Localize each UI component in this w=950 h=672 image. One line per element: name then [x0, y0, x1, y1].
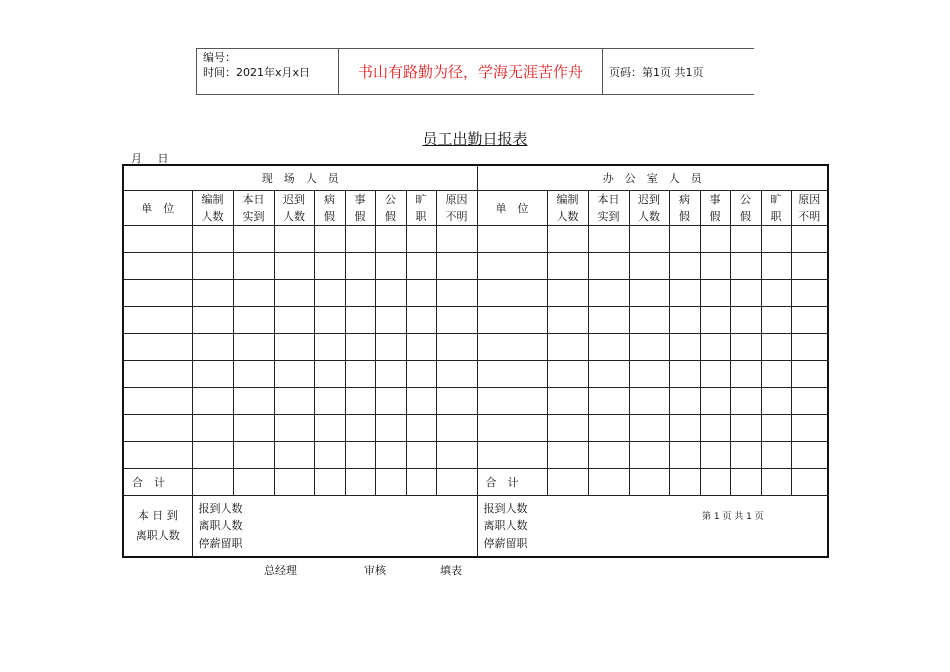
table-cell[interactable] — [761, 387, 791, 414]
table-cell[interactable] — [274, 279, 314, 306]
column-header — [406, 190, 436, 225]
table-cell[interactable] — [436, 306, 477, 333]
table-cell[interactable] — [547, 333, 588, 360]
table-cell[interactable] — [700, 387, 730, 414]
table-cell[interactable] — [669, 414, 700, 441]
report-title-text: 员工出勤日报表 — [422, 130, 528, 148]
table-cell[interactable] — [345, 414, 375, 441]
table-cell[interactable] — [436, 279, 477, 306]
table-cell[interactable] — [477, 414, 547, 441]
table-cell[interactable] — [314, 252, 345, 279]
table-cell[interactable] — [730, 225, 761, 252]
column-header — [192, 190, 233, 225]
table-cell[interactable] — [436, 333, 477, 360]
column-header-line1: 编制 — [556, 192, 579, 206]
table-cell[interactable] — [123, 387, 192, 414]
unit-header: 单 位 — [123, 190, 192, 225]
table-cell[interactable] — [274, 414, 314, 441]
column-header-line2: 人数 — [556, 209, 579, 223]
column-header-line1: 本日 — [597, 192, 620, 206]
table-cell[interactable] — [547, 252, 588, 279]
table-cell[interactable] — [588, 387, 629, 414]
table-cell[interactable] — [314, 225, 345, 252]
total-cell[interactable] — [588, 468, 629, 495]
date-line: 月 日 — [131, 152, 169, 165]
motto: 书山有路勤为径，学海无涯苦作舟 — [339, 49, 603, 94]
table-cell[interactable] — [547, 306, 588, 333]
table-cell[interactable] — [761, 306, 791, 333]
section-office: 办 公 室 人 员 — [477, 165, 828, 190]
column-header-line2: 假 — [385, 209, 396, 223]
table-cell[interactable] — [629, 306, 669, 333]
column-header — [547, 190, 588, 225]
table-cell[interactable] — [730, 441, 761, 468]
table-cell[interactable] — [669, 279, 700, 306]
footer-item: 离职人数 — [483, 519, 528, 532]
table-cell[interactable] — [192, 441, 233, 468]
footer-item: 报到人数 — [198, 501, 243, 515]
column-header-row — [123, 190, 828, 225]
table-cell[interactable] — [669, 387, 700, 414]
total-cell[interactable] — [629, 468, 669, 495]
table-cell[interactable] — [700, 414, 730, 441]
table-row — [123, 225, 828, 252]
table-cell[interactable] — [547, 387, 588, 414]
table-cell[interactable] — [588, 225, 629, 252]
table-cell[interactable] — [314, 279, 345, 306]
table-cell[interactable] — [274, 441, 314, 468]
table-cell[interactable] — [791, 279, 828, 306]
table-cell[interactable] — [375, 360, 406, 387]
column-header-line1: 原因 — [798, 192, 821, 206]
table-cell[interactable] — [192, 414, 233, 441]
column-header-line1: 本日 — [242, 192, 265, 206]
table-cell[interactable] — [436, 360, 477, 387]
table-cell[interactable] — [192, 252, 233, 279]
column-header — [345, 190, 375, 225]
table-cell[interactable] — [730, 360, 761, 387]
total-cell[interactable] — [700, 468, 730, 495]
table-cell[interactable] — [375, 225, 406, 252]
column-header — [791, 190, 828, 225]
column-header-line2: 人数 — [638, 209, 660, 223]
table-cell[interactable] — [375, 306, 406, 333]
table-cell[interactable] — [588, 441, 629, 468]
table-cell[interactable] — [345, 225, 375, 252]
total-cell[interactable] — [761, 468, 791, 495]
table-cell[interactable] — [700, 333, 730, 360]
table-cell[interactable] — [345, 333, 375, 360]
footer-head-line1: 本 日 到 — [137, 508, 178, 522]
total-cell[interactable] — [730, 468, 761, 495]
table-cell[interactable] — [274, 252, 314, 279]
table-cell[interactable] — [274, 387, 314, 414]
document-header-box — [196, 48, 754, 95]
column-header — [314, 190, 345, 225]
column-header-line2: 人数 — [201, 209, 224, 223]
total-cell[interactable] — [791, 468, 828, 495]
table-cell[interactable] — [233, 225, 274, 252]
table-cell[interactable] — [436, 225, 477, 252]
table-cell[interactable] — [192, 225, 233, 252]
table-cell[interactable] — [477, 252, 547, 279]
sign-review: 审核 — [364, 564, 386, 577]
column-header-line2: 假 — [709, 209, 721, 223]
table-cell[interactable] — [406, 279, 436, 306]
table-cell[interactable] — [233, 360, 274, 387]
column-header-line2: 假 — [740, 209, 751, 223]
total-row — [123, 468, 828, 495]
total-cell[interactable] — [314, 468, 345, 495]
table-cell[interactable] — [192, 279, 233, 306]
table-cell[interactable] — [477, 333, 547, 360]
total-cell[interactable] — [375, 468, 406, 495]
table-cell[interactable] — [629, 387, 669, 414]
table-cell[interactable] — [406, 387, 436, 414]
table-cell[interactable] — [791, 306, 828, 333]
table-cell[interactable] — [406, 414, 436, 441]
table-cell[interactable] — [233, 387, 274, 414]
table-cell[interactable] — [233, 252, 274, 279]
total-cell[interactable] — [669, 468, 700, 495]
column-header-line1: 迟到 — [638, 192, 660, 206]
total-cell[interactable] — [274, 468, 314, 495]
table-row — [123, 441, 828, 468]
table-cell[interactable] — [274, 360, 314, 387]
column-header — [761, 190, 791, 225]
column-header-line2: 假 — [679, 209, 690, 223]
table-cell[interactable] — [700, 306, 730, 333]
table-cell[interactable] — [436, 252, 477, 279]
table-cell[interactable] — [700, 360, 730, 387]
attendance-table — [122, 164, 829, 558]
column-header-line1: 公 — [740, 192, 751, 206]
footer-site-list — [192, 495, 477, 557]
table-cell[interactable] — [345, 306, 375, 333]
table-cell[interactable] — [477, 279, 547, 306]
column-header-line2: 假 — [324, 209, 335, 223]
report-title — [0, 128, 950, 149]
table-cell[interactable] — [700, 252, 730, 279]
table-cell[interactable] — [791, 414, 828, 441]
table-cell[interactable] — [436, 414, 477, 441]
table-cell[interactable] — [233, 414, 274, 441]
total-cell[interactable] — [547, 468, 588, 495]
table-cell[interactable] — [345, 360, 375, 387]
total-cell[interactable] — [436, 468, 477, 495]
column-header-line1: 旷 — [770, 192, 782, 206]
footer-office-list — [477, 495, 828, 557]
table-cell[interactable] — [547, 360, 588, 387]
table-cell[interactable] — [406, 252, 436, 279]
table-cell[interactable] — [588, 333, 629, 360]
table-cell[interactable] — [547, 279, 588, 306]
column-header — [436, 190, 477, 225]
table-cell[interactable] — [700, 225, 730, 252]
table-cell[interactable] — [761, 333, 791, 360]
table-cell[interactable] — [791, 387, 828, 414]
table-row — [123, 360, 828, 387]
table-cell[interactable] — [629, 414, 669, 441]
table-cell[interactable] — [375, 279, 406, 306]
table-cell[interactable] — [477, 441, 547, 468]
table-cell[interactable] — [669, 333, 700, 360]
table-cell[interactable] — [233, 279, 274, 306]
column-header-line2: 实到 — [597, 209, 620, 223]
table-cell[interactable] — [375, 441, 406, 468]
table-cell[interactable] — [588, 414, 629, 441]
table-cell[interactable] — [406, 360, 436, 387]
column-header-line1: 事 — [354, 192, 366, 206]
total-cell[interactable] — [192, 468, 233, 495]
table-cell[interactable] — [700, 441, 730, 468]
column-header-line1: 病 — [679, 192, 690, 206]
column-header-line1: 迟到 — [283, 192, 305, 206]
column-header-line2: 不明 — [798, 209, 821, 223]
footer-item: 停薪留职 — [483, 536, 528, 550]
table-cell[interactable] — [547, 441, 588, 468]
table-cell[interactable] — [730, 333, 761, 360]
table-cell[interactable] — [345, 279, 375, 306]
footer-head-line2: 离职人数 — [135, 528, 180, 542]
table-cell[interactable] — [436, 387, 477, 414]
table-cell[interactable] — [375, 414, 406, 441]
footer-item: 停薪留职 — [198, 536, 243, 550]
table-cell[interactable] — [588, 252, 629, 279]
table-cell[interactable] — [375, 333, 406, 360]
table-cell[interactable] — [761, 279, 791, 306]
table-cell[interactable] — [314, 441, 345, 468]
table-cell[interactable] — [761, 225, 791, 252]
table-cell[interactable] — [629, 360, 669, 387]
column-header-line1: 病 — [324, 192, 335, 206]
table-cell[interactable] — [629, 225, 669, 252]
table-cell[interactable] — [123, 306, 192, 333]
table-row — [123, 306, 828, 333]
table-row — [123, 333, 828, 360]
table-row — [123, 387, 828, 414]
table-cell[interactable] — [192, 306, 233, 333]
time-label: 时间：2021年x月x日 — [203, 66, 311, 79]
column-header — [669, 190, 700, 225]
table-cell[interactable] — [477, 360, 547, 387]
footer-item: 离职人数 — [198, 519, 243, 532]
table-cell[interactable] — [791, 333, 828, 360]
table-cell[interactable] — [123, 360, 192, 387]
table-cell[interactable] — [123, 279, 192, 306]
table-cell[interactable] — [192, 360, 233, 387]
column-header-line2: 职 — [770, 209, 782, 223]
table-row — [123, 252, 828, 279]
table-cell[interactable] — [730, 252, 761, 279]
unit-header: 单 位 — [477, 190, 547, 225]
footer-row — [123, 495, 828, 557]
table-cell[interactable] — [477, 306, 547, 333]
table-cell[interactable] — [233, 333, 274, 360]
total-cell[interactable] — [406, 468, 436, 495]
column-header-line1: 编制 — [201, 192, 224, 206]
table-cell[interactable] — [761, 414, 791, 441]
column-header-line2: 不明 — [445, 209, 468, 223]
table-cell[interactable] — [123, 225, 192, 252]
table-cell[interactable] — [761, 252, 791, 279]
table-cell[interactable] — [477, 225, 547, 252]
table-cell[interactable] — [791, 225, 828, 252]
table-cell[interactable] — [123, 333, 192, 360]
column-header — [375, 190, 406, 225]
table-cell[interactable] — [406, 225, 436, 252]
table-cell[interactable] — [477, 387, 547, 414]
table-cell[interactable] — [629, 333, 669, 360]
serial-label: 编号： — [203, 51, 236, 64]
column-header-line1: 原因 — [445, 192, 468, 206]
column-header — [233, 190, 274, 225]
table-cell[interactable] — [406, 333, 436, 360]
table-cell[interactable] — [669, 306, 700, 333]
header-meta — [197, 49, 339, 94]
page-code: 页码：第1页 共1页 — [609, 65, 704, 79]
table-cell[interactable] — [345, 252, 375, 279]
section-site: 现 场 人 员 — [123, 165, 477, 190]
table-cell[interactable] — [669, 441, 700, 468]
table-cell[interactable] — [791, 252, 828, 279]
table-cell[interactable] — [274, 306, 314, 333]
column-header — [629, 190, 669, 225]
table-cell[interactable] — [629, 252, 669, 279]
table-cell[interactable] — [123, 414, 192, 441]
section-header-row — [123, 165, 828, 190]
total-cell[interactable] — [345, 468, 375, 495]
table-cell[interactable] — [761, 441, 791, 468]
table-cell[interactable] — [700, 279, 730, 306]
table-cell[interactable] — [123, 441, 192, 468]
signature-line — [264, 562, 462, 578]
table-row — [123, 414, 828, 441]
column-header-line1: 公 — [385, 192, 396, 206]
column-header — [730, 190, 761, 225]
table-cell[interactable] — [274, 333, 314, 360]
table-cell[interactable] — [314, 306, 345, 333]
table-cell[interactable] — [669, 252, 700, 279]
column-header-line2: 职 — [415, 209, 427, 223]
total-cell[interactable] — [233, 468, 274, 495]
sign-manager: 总经理 — [264, 564, 297, 577]
table-cell[interactable] — [345, 387, 375, 414]
table-cell[interactable] — [274, 225, 314, 252]
table-row — [123, 279, 828, 306]
table-cell[interactable] — [314, 414, 345, 441]
table-cell[interactable] — [375, 252, 406, 279]
footer-head — [123, 495, 192, 557]
table-cell[interactable] — [436, 441, 477, 468]
page-info: 第 1 页 共 1 页 — [702, 512, 764, 522]
table-cell[interactable] — [669, 360, 700, 387]
table-cell[interactable] — [406, 441, 436, 468]
table-cell[interactable] — [406, 306, 436, 333]
table-cell[interactable] — [588, 306, 629, 333]
table-cell[interactable] — [791, 441, 828, 468]
table-cell[interactable] — [669, 225, 700, 252]
table-cell[interactable] — [730, 414, 761, 441]
column-header — [700, 190, 730, 225]
total-label: 合 计 — [477, 468, 547, 495]
table-cell[interactable] — [375, 387, 406, 414]
table-cell[interactable] — [314, 360, 345, 387]
column-header-line2: 人数 — [283, 209, 305, 223]
table-cell[interactable] — [345, 441, 375, 468]
table-cell[interactable] — [314, 333, 345, 360]
column-header — [588, 190, 629, 225]
table-cell[interactable] — [192, 387, 233, 414]
table-cell[interactable] — [233, 441, 274, 468]
column-header-line2: 假 — [354, 209, 366, 223]
table-cell[interactable] — [547, 414, 588, 441]
sign-fill: 填表 — [440, 564, 462, 577]
table-cell[interactable] — [192, 333, 233, 360]
table-cell[interactable] — [761, 360, 791, 387]
table-cell[interactable] — [233, 306, 274, 333]
table-cell[interactable] — [629, 441, 669, 468]
column-header-line2: 实到 — [242, 209, 265, 223]
table-cell[interactable] — [588, 360, 629, 387]
table-cell[interactable] — [123, 252, 192, 279]
table-cell[interactable] — [314, 387, 345, 414]
table-cell[interactable] — [629, 279, 669, 306]
column-header-line1: 事 — [709, 192, 721, 206]
footer-item: 报到人数 — [483, 501, 528, 515]
table-cell[interactable] — [730, 279, 761, 306]
table-cell[interactable] — [588, 279, 629, 306]
column-header — [274, 190, 314, 225]
column-header-line1: 旷 — [415, 192, 427, 206]
table-cell[interactable] — [547, 225, 588, 252]
total-label: 合 计 — [123, 468, 192, 495]
table-cell[interactable] — [791, 360, 828, 387]
table-cell[interactable] — [730, 387, 761, 414]
table-cell[interactable] — [730, 306, 761, 333]
